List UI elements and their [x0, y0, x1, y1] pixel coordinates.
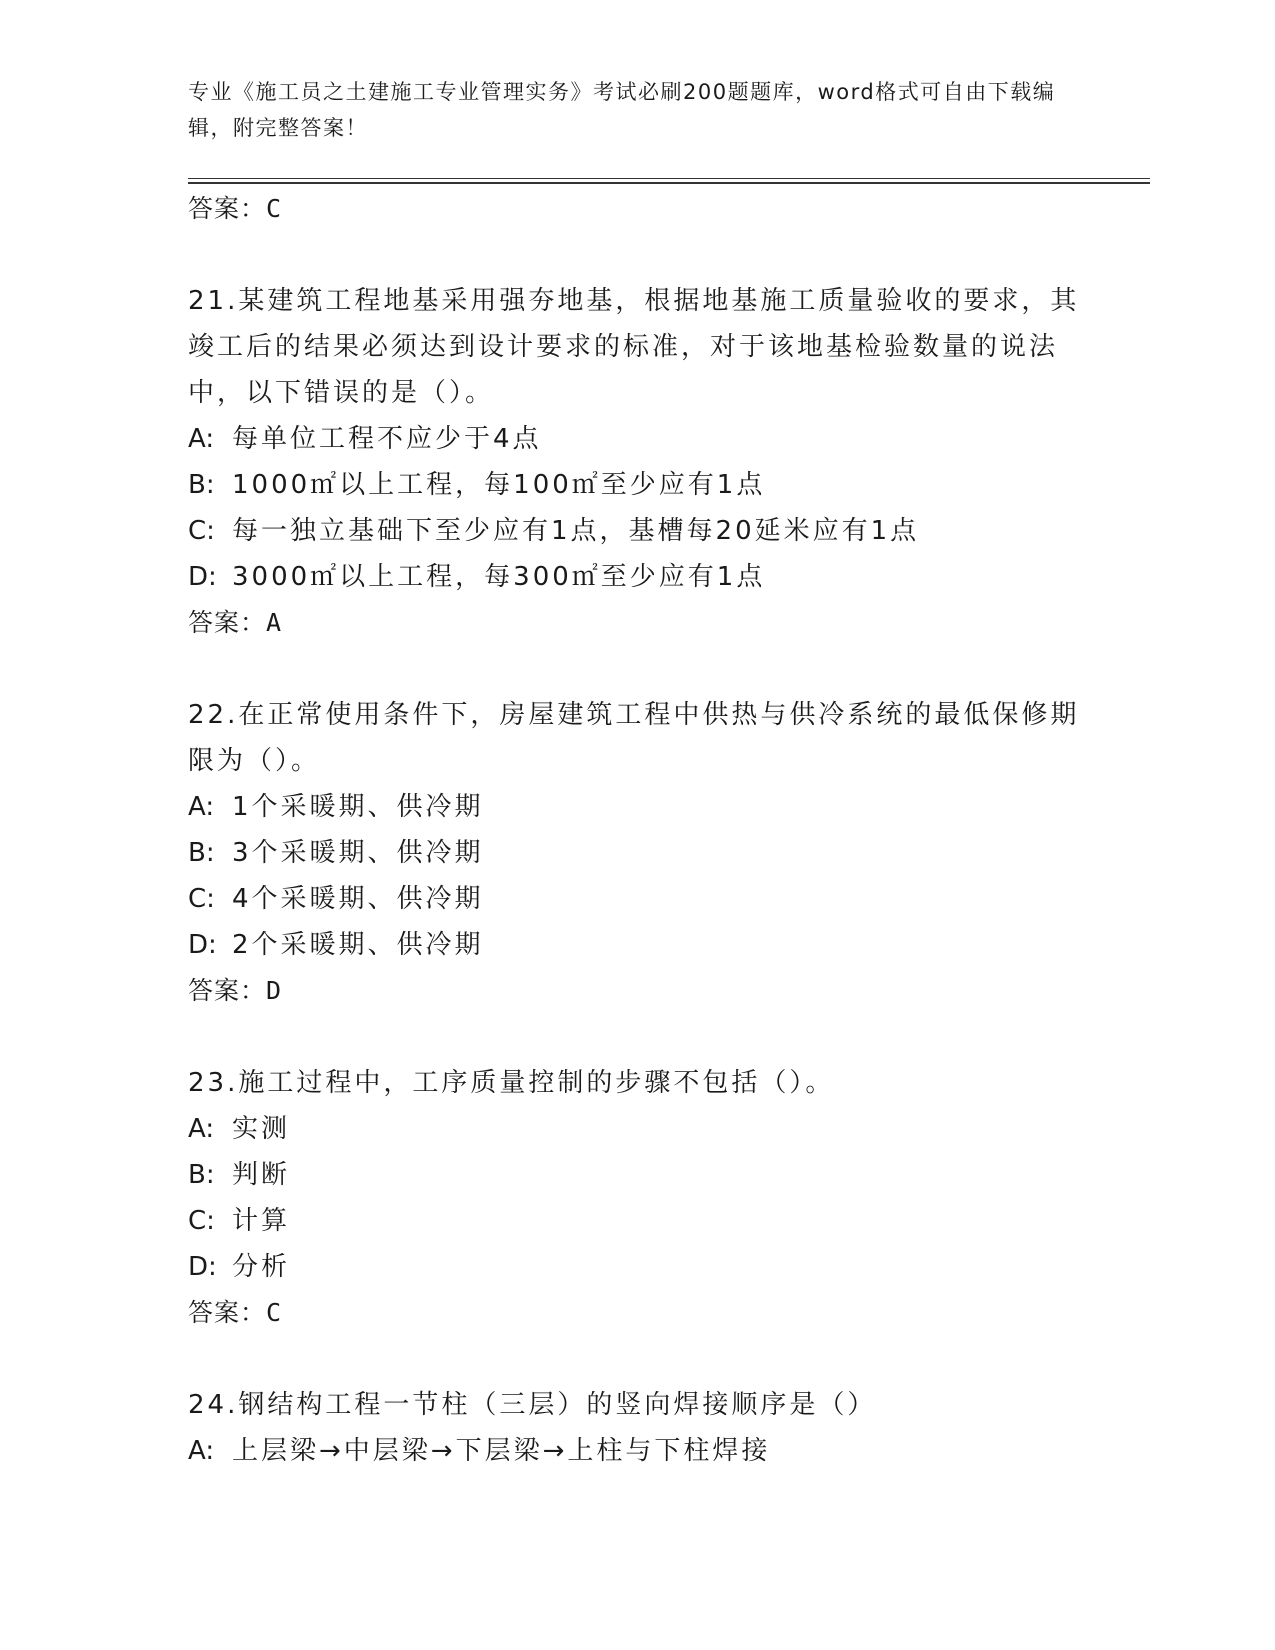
option-letter: D:	[188, 1252, 217, 1282]
answer-label: 答案：	[188, 1298, 267, 1327]
question-stem: 23.施工过程中，工序质量控制的步骤不包括（）。	[188, 1068, 835, 1098]
option-a	[188, 416, 1108, 462]
option-text: 分析	[232, 1252, 291, 1282]
option-letter: A:	[188, 1436, 215, 1466]
option-d	[188, 922, 1108, 968]
question-stem: 22.在正常使用条件下，房屋建筑工程中供热与供冷系统的最低保修期限为（）。	[188, 700, 1080, 776]
option-text: 每一独立基础下至少应有1点，基槽每20延米应有1点	[232, 516, 920, 546]
option-letter: B:	[188, 838, 215, 868]
option-c	[188, 876, 1108, 922]
option-b	[188, 1152, 1108, 1198]
option-text: 实测	[232, 1114, 291, 1144]
option-a	[188, 784, 1108, 830]
answer-label: 答案：	[188, 976, 267, 1005]
option-text: 4个采暖期、供冷期	[232, 884, 484, 914]
option-b	[188, 830, 1108, 876]
option-text: 每单位工程不应少于4点	[232, 424, 542, 454]
option-letter: D:	[188, 930, 217, 960]
answer-line	[188, 968, 1108, 1014]
answer-value: A	[266, 608, 283, 637]
option-b	[188, 462, 1108, 508]
option-letter: A:	[188, 792, 215, 822]
header-divider	[188, 178, 1150, 179]
option-d	[188, 554, 1108, 600]
question-stem: 21.某建筑工程地基采用强夯地基，根据地基施工质量验收的要求，其竣工后的结果必须达到设计要求的标准，对于该地基检验数量的说法中，以下错误的是（）。	[188, 286, 1080, 408]
spacer	[188, 1014, 1108, 1060]
option-text: 1个采暖期、供冷期	[232, 792, 484, 822]
option-letter: C:	[188, 516, 215, 546]
question-stem: 24.钢结构工程一节柱（三层）的竖向焊接顺序是（）	[188, 1390, 877, 1420]
option-letter: B:	[188, 1160, 215, 1190]
spacer	[188, 646, 1108, 692]
option-a	[188, 1428, 1108, 1474]
option-d	[188, 1244, 1108, 1290]
option-text: 2个采暖期、供冷期	[232, 930, 484, 960]
answer-label: 答案：	[188, 194, 267, 223]
answer-line	[188, 186, 1108, 232]
answer-line	[188, 600, 1108, 646]
answer-value: D	[266, 976, 283, 1005]
option-letter: D:	[188, 562, 217, 592]
answer-value: C	[266, 1298, 283, 1327]
option-text: 3000㎡以上工程，每300㎡至少应有1点	[232, 562, 766, 592]
spacer	[188, 232, 1108, 278]
option-letter: C:	[188, 884, 215, 914]
option-c	[188, 1198, 1108, 1244]
option-text: 上层梁→中层梁→下层梁→上柱与下柱焊接	[232, 1436, 771, 1466]
page-header-text: 专业《施工员之土建施工专业管理实务》考试必刷200题题库，word格式可自由下载编辑，附完整答案！	[188, 80, 1056, 140]
option-letter: A:	[188, 424, 215, 454]
document-body	[188, 186, 1108, 1474]
option-text: 判断	[232, 1160, 291, 1190]
option-text: 3个采暖期、供冷期	[232, 838, 484, 868]
option-letter: A:	[188, 1114, 215, 1144]
option-text: 1000㎡以上工程，每100㎡至少应有1点	[232, 470, 766, 500]
option-letter: C:	[188, 1206, 215, 1236]
option-c	[188, 508, 1108, 554]
spacer	[188, 1336, 1108, 1382]
answer-line	[188, 1290, 1108, 1336]
option-a	[188, 1106, 1108, 1152]
answer-label: 答案：	[188, 608, 267, 637]
option-letter: B:	[188, 470, 215, 500]
option-text: 计算	[232, 1206, 291, 1236]
answer-value: C	[266, 194, 283, 223]
header-divider-thick	[188, 182, 1150, 184]
